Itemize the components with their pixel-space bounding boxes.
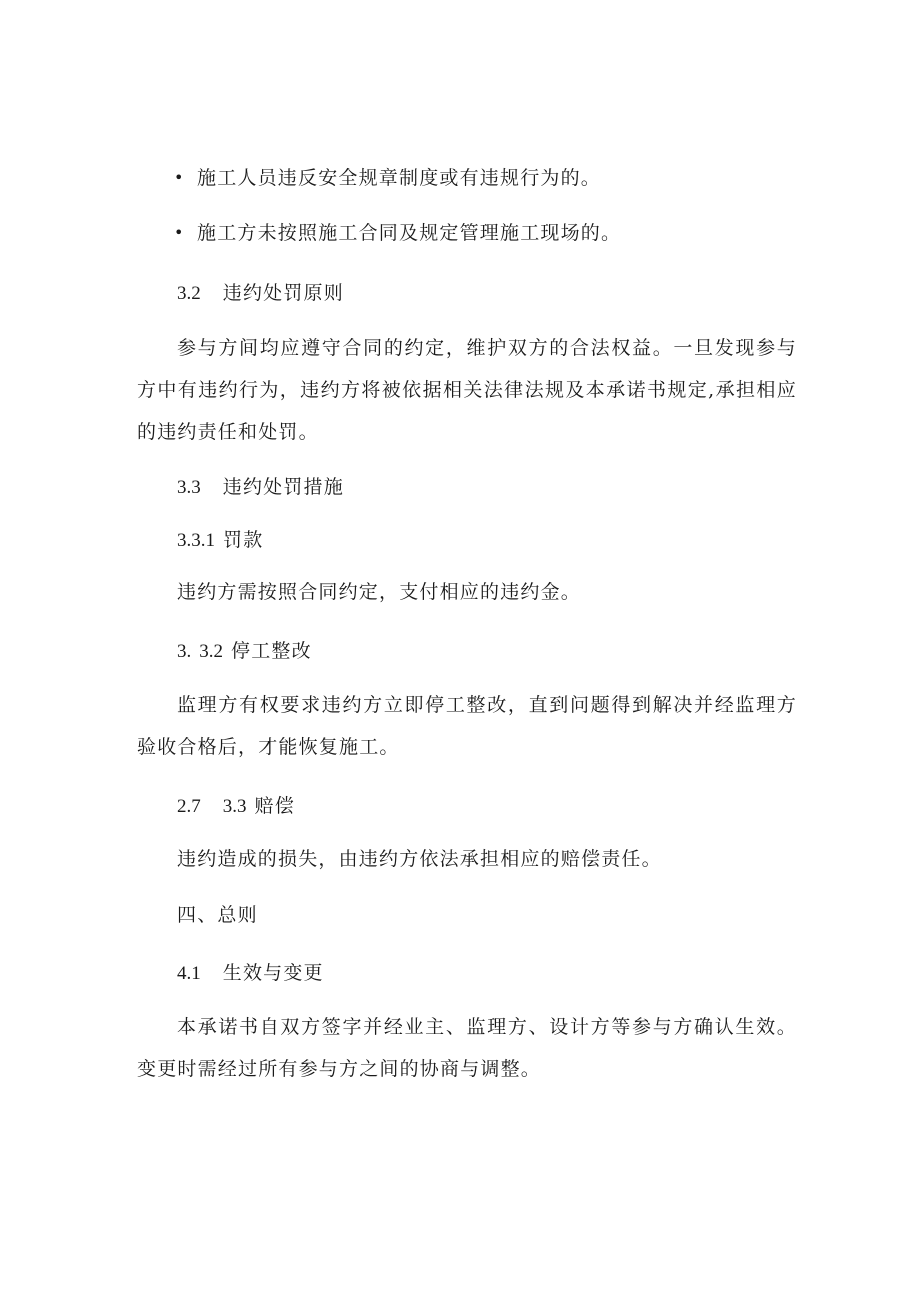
section-heading-3-3-1 (177, 527, 263, 554)
section-title: 生效与变更 (222, 962, 324, 984)
section-title: 违约处罚措施 (222, 476, 344, 498)
section-number-a: 3. (177, 641, 192, 662)
section-body-3-3-1: 违约方需按照合同约定，支付相应的违约金。 (177, 581, 582, 603)
section-title: 违约处罚原则 (222, 282, 344, 304)
section-title: 罚款 (223, 529, 264, 551)
section-number: 3.3 (177, 477, 201, 498)
section-body-3-2: 参与方间均应遵守合同的约定，维护双方的合法权益。一旦发现参与方中有违约行为，违约方将被依据相关法律法规及本承诺书规定,承担相应的违约责任和处罚。 (137, 337, 797, 443)
section-heading-4-1 (177, 960, 324, 987)
section-heading-3-3-2 (177, 638, 312, 665)
bullet-marker: • (174, 168, 184, 187)
chapter-heading-4: 四、总则 (177, 904, 258, 926)
section-heading-3-3-3 (177, 793, 295, 820)
section-body-3-3-3: 违约造成的损失，由违约方依法承担相应的赔偿责任。 (177, 848, 662, 870)
bullet-item-1: 施工人员违反安全规章制度或有违规行为的。 (197, 167, 602, 189)
section-body-4-1: 本承诺书自双方签字并经业主、监理方、设计方等参与方确认生效。变更时需经过所有参与方之间的协商与调整。 (137, 1016, 797, 1080)
section-number: 3.3.1 (177, 530, 215, 551)
section-number-b: 3.2 (199, 641, 223, 662)
section-number-b: 3.3 (222, 796, 247, 817)
section-number: 4.1 (177, 963, 201, 984)
bullet-marker: • (174, 223, 184, 242)
section-body-3-3-2: 监理方有权要求违约方立即停工整改，直到问题得到解决并经监理方验收合格后，才能恢复施工。 (137, 694, 797, 758)
section-number: 3.2 (177, 283, 201, 304)
section-title: 赔偿 (254, 795, 295, 817)
section-title: 停工整改 (231, 640, 312, 662)
bullet-item-2: 施工方未按照施工合同及规定管理施工现场的。 (197, 222, 622, 244)
section-number-a: 2.7 (177, 796, 201, 817)
section-heading-3-2 (177, 280, 344, 307)
section-heading-3-3 (177, 474, 344, 501)
